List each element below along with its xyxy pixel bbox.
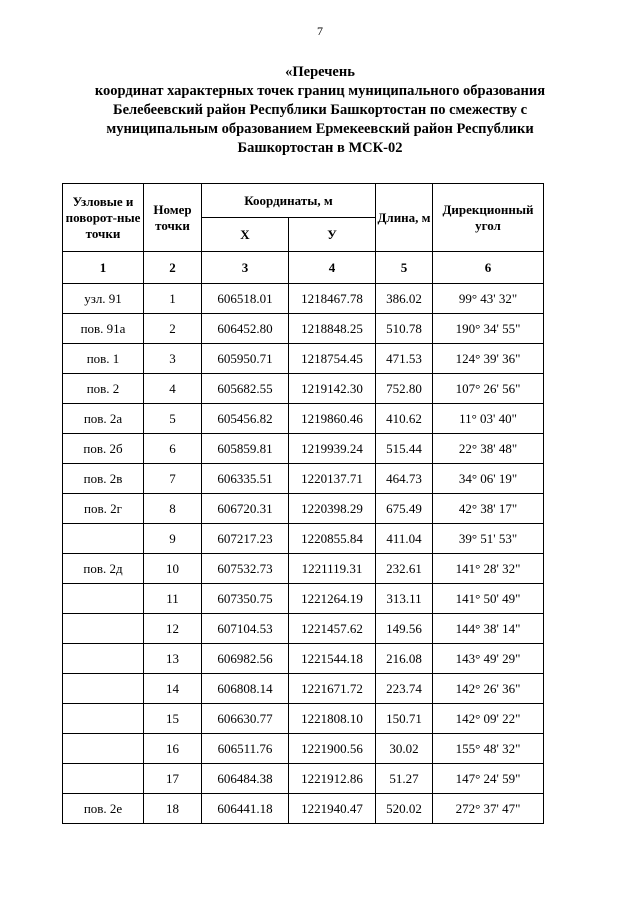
x-coordinate-cell: 606441.18 [202, 794, 289, 824]
table-row [63, 764, 544, 794]
table-row [63, 524, 544, 554]
direction-angle-cell: 141° 50' 49" [433, 584, 544, 614]
direction-angle-cell: 124° 39' 36" [433, 344, 544, 374]
point-number-cell: 2 [144, 314, 202, 344]
direction-angle-cell: 190° 34' 55" [433, 314, 544, 344]
length-cell: 51.27 [376, 764, 433, 794]
table-row [63, 614, 544, 644]
title-line: муниципальным образованием Ермекеевский район Республики [106, 121, 534, 137]
direction-angle-cell: 143° 49' 29" [433, 644, 544, 674]
point-number-cell: 3 [144, 344, 202, 374]
x-coordinate-cell: 605859.81 [202, 434, 289, 464]
table-row [63, 284, 544, 314]
node-cell [63, 674, 144, 704]
node-cell [63, 764, 144, 794]
y-coordinate-cell: 1218848.25 [289, 314, 376, 344]
y-coordinate-cell: 1221671.72 [289, 674, 376, 704]
y-coordinate-cell: 1221808.10 [289, 704, 376, 734]
node-cell: пов. 2 [63, 374, 144, 404]
length-cell: 410.62 [376, 404, 433, 434]
x-coordinate-cell: 606808.14 [202, 674, 289, 704]
direction-angle-cell: 142° 26' 36" [433, 674, 544, 704]
table-row [63, 554, 544, 584]
table-row [63, 464, 544, 494]
point-number-cell: 10 [144, 554, 202, 584]
direction-angle-cell: 142° 09' 22" [433, 704, 544, 734]
length-cell: 471.53 [376, 344, 433, 374]
node-cell: пов. 2в [63, 464, 144, 494]
x-coordinate-cell: 606511.76 [202, 734, 289, 764]
x-coordinate-cell: 607532.73 [202, 554, 289, 584]
direction-angle-cell: 107° 26' 56" [433, 374, 544, 404]
direction-angle-cell: 39° 51' 53" [433, 524, 544, 554]
y-coordinate-cell: 1218467.78 [289, 284, 376, 314]
point-number-cell: 16 [144, 734, 202, 764]
y-coordinate-cell: 1219860.46 [289, 404, 376, 434]
direction-angle-cell: 34° 06' 19" [433, 464, 544, 494]
table-row [63, 734, 544, 764]
table-row [63, 794, 544, 824]
table-body [63, 284, 544, 824]
x-coordinate-cell: 606720.31 [202, 494, 289, 524]
header-nodes: Узловые и поворот-ные точки [63, 184, 144, 252]
y-coordinate-cell: 1221544.18 [289, 644, 376, 674]
node-cell: пов. 2д [63, 554, 144, 584]
direction-angle-cell: 141° 28' 32" [433, 554, 544, 584]
point-number-cell: 14 [144, 674, 202, 704]
column-number: 5 [376, 252, 433, 284]
length-cell: 520.02 [376, 794, 433, 824]
x-coordinate-cell: 606335.51 [202, 464, 289, 494]
point-number-cell: 6 [144, 434, 202, 464]
table-row [63, 404, 544, 434]
x-coordinate-cell: 605950.71 [202, 344, 289, 374]
point-number-cell: 12 [144, 614, 202, 644]
y-coordinate-cell: 1221119.31 [289, 554, 376, 584]
point-number-cell: 7 [144, 464, 202, 494]
length-cell: 313.11 [376, 584, 433, 614]
node-cell: пов. 91а [63, 314, 144, 344]
point-number-cell: 11 [144, 584, 202, 614]
x-coordinate-cell: 606484.38 [202, 764, 289, 794]
column-number: 3 [202, 252, 289, 284]
node-cell: узл. 91 [63, 284, 144, 314]
table-row [63, 434, 544, 464]
length-cell: 232.61 [376, 554, 433, 584]
page-number: 7 [317, 24, 323, 38]
x-coordinate-cell: 605456.82 [202, 404, 289, 434]
point-number-cell: 15 [144, 704, 202, 734]
length-cell: 223.74 [376, 674, 433, 704]
node-cell [63, 644, 144, 674]
node-cell [63, 734, 144, 764]
y-coordinate-cell: 1220398.29 [289, 494, 376, 524]
x-coordinate-cell: 606452.80 [202, 314, 289, 344]
point-number-cell: 18 [144, 794, 202, 824]
length-cell: 216.08 [376, 644, 433, 674]
header-point-number: Номер точки [144, 184, 202, 252]
direction-angle-cell: 147° 24' 59" [433, 764, 544, 794]
node-cell: пов. 2а [63, 404, 144, 434]
y-coordinate-cell: 1218754.45 [289, 344, 376, 374]
point-number-cell: 13 [144, 644, 202, 674]
y-coordinate-cell: 1221912.86 [289, 764, 376, 794]
table-row [63, 344, 544, 374]
x-coordinate-cell: 607104.53 [202, 614, 289, 644]
node-cell: пов. 2е [63, 794, 144, 824]
title-line: «Перечень [285, 64, 355, 80]
y-coordinate-cell: 1220855.84 [289, 524, 376, 554]
length-cell: 752.80 [376, 374, 433, 404]
header-coordinates: Координаты, м [202, 184, 376, 218]
direction-angle-cell: 99° 43' 32" [433, 284, 544, 314]
y-coordinate-cell: 1221900.56 [289, 734, 376, 764]
node-cell [63, 704, 144, 734]
length-cell: 515.44 [376, 434, 433, 464]
table-row [63, 314, 544, 344]
title-line: Белебеевский район Республики Башкортостан по смежеству с [112, 102, 528, 118]
table-row [63, 374, 544, 404]
x-coordinate-cell: 607217.23 [202, 524, 289, 554]
point-number-cell: 5 [144, 404, 202, 434]
node-cell [63, 614, 144, 644]
y-coordinate-cell: 1219142.30 [289, 374, 376, 404]
coordinates-table [62, 183, 544, 824]
length-cell: 386.02 [376, 284, 433, 314]
table-row [63, 644, 544, 674]
length-cell: 149.56 [376, 614, 433, 644]
node-cell: пов. 2г [63, 494, 144, 524]
column-numbers-row [63, 252, 544, 284]
y-coordinate-cell: 1219939.24 [289, 434, 376, 464]
y-coordinate-cell: 1221264.19 [289, 584, 376, 614]
point-number-cell: 17 [144, 764, 202, 794]
node-cell: пов. 2б [63, 434, 144, 464]
column-number: 4 [289, 252, 376, 284]
document-title [40, 63, 600, 158]
header-length: Длина, м [376, 184, 433, 252]
node-cell [63, 524, 144, 554]
length-cell: 675.49 [376, 494, 433, 524]
direction-angle-cell: 22° 38' 48" [433, 434, 544, 464]
table-row [63, 674, 544, 704]
point-number-cell: 9 [144, 524, 202, 554]
point-number-cell: 8 [144, 494, 202, 524]
x-coordinate-cell: 606982.56 [202, 644, 289, 674]
table-row [63, 584, 544, 614]
header-x: X [202, 218, 289, 252]
node-cell: пов. 1 [63, 344, 144, 374]
node-cell [63, 584, 144, 614]
direction-angle-cell: 42° 38' 17" [433, 494, 544, 524]
table-row [63, 494, 544, 524]
header-direction: Дирекционный угол [433, 184, 544, 252]
point-number-cell: 1 [144, 284, 202, 314]
direction-angle-cell: 144° 38' 14" [433, 614, 544, 644]
column-number: 2 [144, 252, 202, 284]
title-line: Башкортостан в МСК-02 [237, 140, 403, 156]
column-number: 1 [63, 252, 144, 284]
x-coordinate-cell: 606630.77 [202, 704, 289, 734]
direction-angle-cell: 155° 48' 32" [433, 734, 544, 764]
header-y: У [289, 218, 376, 252]
x-coordinate-cell: 605682.55 [202, 374, 289, 404]
column-number: 6 [433, 252, 544, 284]
length-cell: 30.02 [376, 734, 433, 764]
y-coordinate-cell: 1221457.62 [289, 614, 376, 644]
title-line: координат характерных точек границ муниципального образования [94, 83, 546, 99]
x-coordinate-cell: 606518.01 [202, 284, 289, 314]
x-coordinate-cell: 607350.75 [202, 584, 289, 614]
y-coordinate-cell: 1221940.47 [289, 794, 376, 824]
direction-angle-cell: 272° 37' 47" [433, 794, 544, 824]
length-cell: 411.04 [376, 524, 433, 554]
table-row [63, 704, 544, 734]
length-cell: 464.73 [376, 464, 433, 494]
direction-angle-cell: 11° 03' 40" [433, 404, 544, 434]
length-cell: 150.71 [376, 704, 433, 734]
length-cell: 510.78 [376, 314, 433, 344]
y-coordinate-cell: 1220137.71 [289, 464, 376, 494]
point-number-cell: 4 [144, 374, 202, 404]
